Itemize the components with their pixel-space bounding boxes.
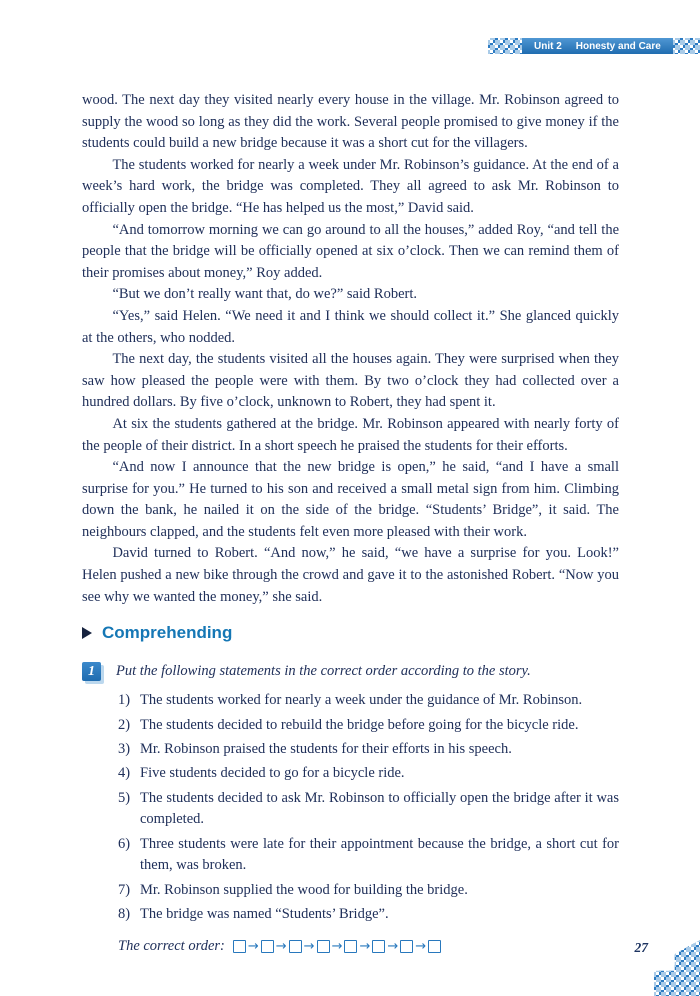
exercise-instruction: Put the following statements in the correct order according to the story. bbox=[116, 663, 531, 680]
order-box[interactable] bbox=[372, 940, 385, 953]
arrow-icon: → bbox=[387, 939, 399, 955]
unit-label: Unit 2 bbox=[534, 40, 562, 52]
pixel-decoration-right-icon bbox=[673, 38, 700, 54]
order-box[interactable] bbox=[344, 940, 357, 953]
story-text bbox=[82, 90, 619, 955]
exercise-header bbox=[82, 662, 619, 681]
item-number: 5) bbox=[118, 789, 131, 806]
item-text: Three students were late for their appointment because the bridge, a short cut for them, was broken. bbox=[140, 835, 619, 874]
pixel-decoration-corner-icon bbox=[654, 940, 700, 996]
list-item bbox=[82, 880, 619, 901]
arrow-icon: → bbox=[359, 939, 371, 955]
order-label: The correct order: bbox=[118, 938, 225, 955]
item-number: 3) bbox=[118, 741, 131, 758]
list-item bbox=[82, 904, 619, 925]
item-text: The bridge was named “Students’ Bridge”. bbox=[140, 905, 389, 922]
list-item bbox=[82, 834, 619, 877]
order-box[interactable] bbox=[233, 940, 246, 953]
order-box[interactable] bbox=[400, 940, 413, 953]
section-heading bbox=[82, 621, 619, 645]
page-number: 27 bbox=[634, 940, 648, 955]
unit-title: Honesty and Care bbox=[575, 40, 661, 52]
item-text: Mr. Robinson supplied the wood for building the bridge. bbox=[140, 881, 468, 898]
story-paragraph: “And now I announce that the new bridge is open,” he said, “and I have a small surprise for you.” He turned to his son and received a small metal sign from him. Climbing down the bank, he nailed it on the side of the bridge. “Students’ Bridge”, it said. The neighbours clapped, and the students felt even more pleased with their work. bbox=[82, 459, 619, 540]
correct-order-row bbox=[82, 938, 619, 955]
item-number: 1) bbox=[118, 692, 131, 709]
arrow-icon: → bbox=[303, 939, 315, 955]
order-box[interactable] bbox=[261, 940, 274, 953]
story-paragraph: The students worked for nearly a week under Mr. Robinson’s guidance. At the end of a week’s hard work, the bridge was completed. They all agreed to ask Mr. Robinson to officially open the bridge. “He has helped us the most,” David said. bbox=[82, 156, 619, 216]
item-text: The students decided to rebuild the bridge before going for the bicycle ride. bbox=[140, 716, 579, 733]
item-text: The students worked for nearly a week under the guidance of Mr. Robinson. bbox=[140, 692, 583, 709]
statement-list bbox=[82, 690, 619, 925]
page-footer bbox=[620, 936, 700, 996]
story-paragraph: At six the students gathered at the bridge. Mr. Robinson appeared with nearly forty of the people of their district. In a short speech he praised the students for their efforts. bbox=[82, 415, 619, 454]
arrow-icon: → bbox=[331, 939, 343, 955]
story-paragraph: “But we don’t really want that, do we?” said Robert. bbox=[112, 286, 417, 303]
story-paragraph: David turned to Robert. “And now,” he said, “we have a surprise for you. Look!” Helen pushed a new bike through the crowd and gave it to the astonished Robert. “Now you see why we wanted the money,” she said. bbox=[82, 545, 619, 605]
story-paragraph: “And tomorrow morning we can go around to all the houses,” added Roy, “and tell the people that the bridge will be officially opened at six o’clock. Then we can remind them of their promises about money,” Roy added. bbox=[82, 221, 619, 281]
story-paragraph: The next day, the students visited all the houses again. They were surprised when they saw how pleased the people were with them. By two o’clock they had collected over a hundred dollars. By five o’clock, unknown to Robert, they had spent it. bbox=[82, 351, 619, 411]
list-item bbox=[82, 763, 619, 784]
order-box[interactable] bbox=[289, 940, 302, 953]
order-box[interactable] bbox=[428, 940, 441, 953]
item-number: 8) bbox=[118, 905, 131, 922]
item-number: 2) bbox=[118, 716, 131, 733]
section-title: Comprehending bbox=[102, 623, 233, 643]
list-item bbox=[82, 690, 619, 711]
arrow-icon: → bbox=[247, 939, 259, 955]
list-item bbox=[82, 788, 619, 831]
page-header bbox=[488, 38, 700, 54]
item-text: Mr. Robinson praised the students for their efforts in his speech. bbox=[140, 741, 512, 758]
order-box[interactable] bbox=[317, 940, 330, 953]
list-item bbox=[82, 715, 619, 736]
item-text: The students decided to ask Mr. Robinson to officially open the bridge after it was completed. bbox=[140, 789, 619, 828]
pixel-decoration-left-icon bbox=[488, 38, 522, 54]
story-paragraph: “Yes,” said Helen. “We need it and I think we should collect it.” She glanced quickly at the others, who nodded. bbox=[82, 307, 619, 346]
unit-banner bbox=[522, 38, 673, 54]
arrow-icon: → bbox=[415, 939, 427, 955]
item-text: Five students decided to go for a bicycle ride. bbox=[140, 765, 405, 782]
list-item bbox=[82, 739, 619, 760]
arrow-icon: → bbox=[275, 939, 287, 955]
exercise-number-badge: 1 bbox=[82, 662, 101, 681]
item-number: 7) bbox=[118, 881, 131, 898]
item-number: 6) bbox=[118, 835, 131, 852]
item-number: 4) bbox=[118, 765, 131, 782]
story-paragraph: wood. The next day they visited nearly every house in the village. Mr. Robinson agreed to supply the wood so long as they did the work. Several people promised to give money if the students could build a new bridge because it was a short cut for the villagers. bbox=[82, 92, 619, 152]
triangle-bullet-icon bbox=[82, 627, 92, 639]
